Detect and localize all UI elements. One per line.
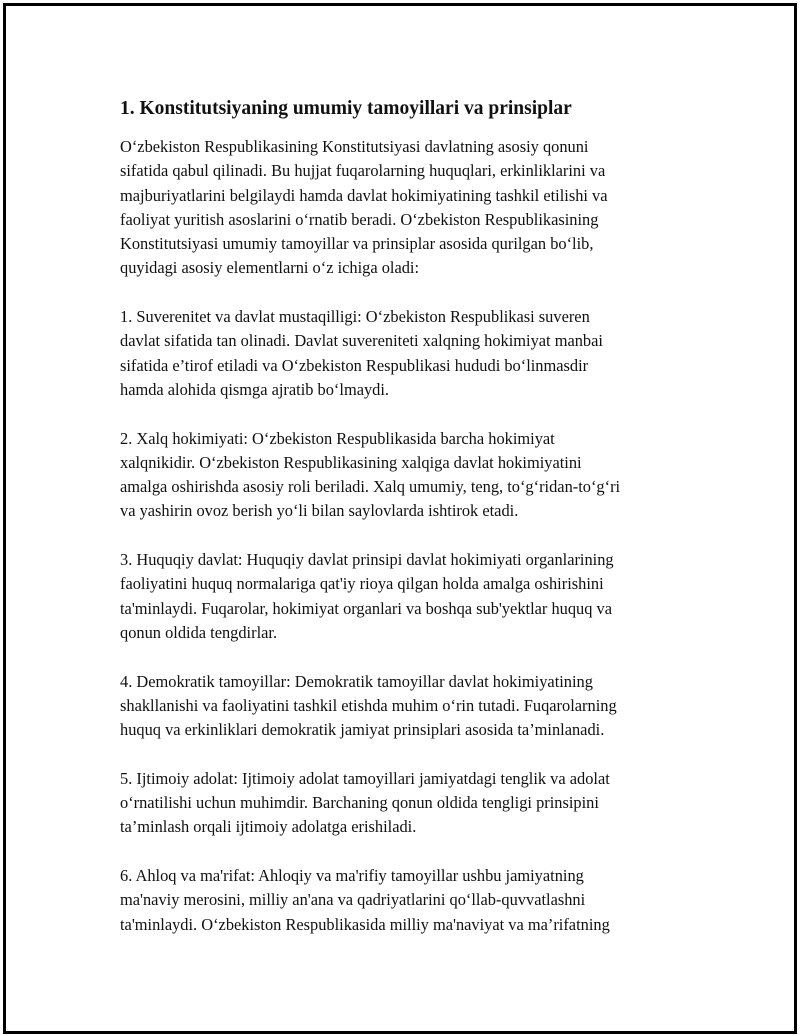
text-line: o‘rnatilishi uchun muhimdir. Barchaning qonun oldida tengligi prinsipini [120, 793, 599, 813]
text-line: huquq va erkinliklari demokratik jamiyat prinsiplari asosida ta’minlanadi. [120, 720, 605, 740]
text-line: sifatida e’tirof etiladi va O‘zbekiston Respublikasi hududi bo‘linmasdir [120, 355, 589, 375]
text-line: ta’minlash orqali ijtimoiy adolatga erishiladi. [120, 817, 417, 837]
text-line: majburiyatlarini belgilaydi hamda davlat hokimiyatining tashkil etilishi va [120, 185, 608, 205]
people-power-paragraph [120, 427, 700, 524]
document-page [3, 3, 797, 1034]
text-line: hamda alohida qismga ajratib bo‘lmaydi. [120, 379, 390, 399]
text-line: 1. Suverenitet va davlat mustaqilligi: O‘zbekiston Respublikasi suveren [120, 307, 590, 327]
text-line: qonun oldida tengdirlar. [120, 622, 278, 642]
intro-paragraph [120, 135, 700, 281]
text-line: ta'minlaydi. Fuqarolar, hokimiyat organlari va boshqa sub'yektlar huquq va [120, 598, 613, 618]
text-line: faoliyat yuritish asoslarini o‘rnatib beradi. O‘zbekiston Respublikasining [120, 209, 599, 229]
text-line: va yashirin ovoz berish yo‘li bilan saylovlarda ishtirok etadi. [120, 501, 519, 521]
document-body [120, 96, 700, 961]
text-line: shakllanishi va faoliyatini tashkil etishda muhim o‘rin tutadi. Fuqarolarning [120, 695, 617, 715]
text-line: O‘zbekiston Respublikasining Konstitutsiyasi davlatning asosiy qonuni [120, 137, 589, 156]
text-line: ma'naviy merosini, milliy an'ana va qadriyatlarini qo‘llab-quvvatlashni [120, 890, 586, 910]
ethics-enlightenment-paragraph [120, 864, 700, 937]
text-line: davlat sifatida tan olinadi. Davlat suvereniteti xalqning hokimiyat manbai [120, 331, 603, 351]
rule-of-law-paragraph [120, 548, 700, 645]
text-line: xalqnikidir. O‘zbekiston Respublikasining xalqiga davlat hokimiyatini [120, 452, 582, 472]
sovereignty-paragraph [120, 305, 700, 402]
text-line: amalga oshirishda asosiy roli beriladi. Xalq umumiy, teng, to‘g‘ridan-to‘g‘ri [120, 477, 621, 497]
text-line: faoliyatini huquq normalariga qat'iy rioya qilgan holda amalga oshirishini [120, 574, 604, 594]
text-line: ta'minlaydi. O‘zbekiston Respublikasida milliy ma'naviyat va ma’rifatning [120, 914, 610, 934]
text-line: 6. Ahloq va ma'rifat: Ahloqiy va ma'rifiy tamoyillar ushbu jamiyatning [120, 865, 584, 885]
democratic-principles-paragraph [120, 670, 700, 743]
text-line: 3. Huquqiy davlat: Huquqiy davlat prinsipi davlat hokimiyati organlarining [120, 550, 614, 570]
text-line: sifatida qabul qilinadi. Bu hujjat fuqarolarning huquqlari, erkinliklarini va [120, 161, 606, 181]
text-line: 4. Demokratik tamoyillar: Demokratik tamoyillar davlat hokimiyatining [120, 671, 593, 691]
text-line: quyidagi asosiy elementlarni o‘z ichiga oladi: [120, 258, 420, 278]
social-justice-paragraph [120, 767, 700, 840]
text-line: 5. Ijtimoiy adolat: Ijtimoiy adolat tamoyillari jamiyatdagi tenglik va adolat [120, 768, 610, 788]
document-title: 1. Konstitutsiyaning umumiy tamoyillari va prinsiplar [120, 98, 572, 119]
text-line: Konstitutsiyasi umumiy tamoyillar va prinsiplar asosida qurilgan bo‘lib, [120, 234, 594, 254]
text-line: 2. Xalq hokimiyati: O‘zbekiston Respublikasida barcha hokimiyat [120, 428, 555, 448]
